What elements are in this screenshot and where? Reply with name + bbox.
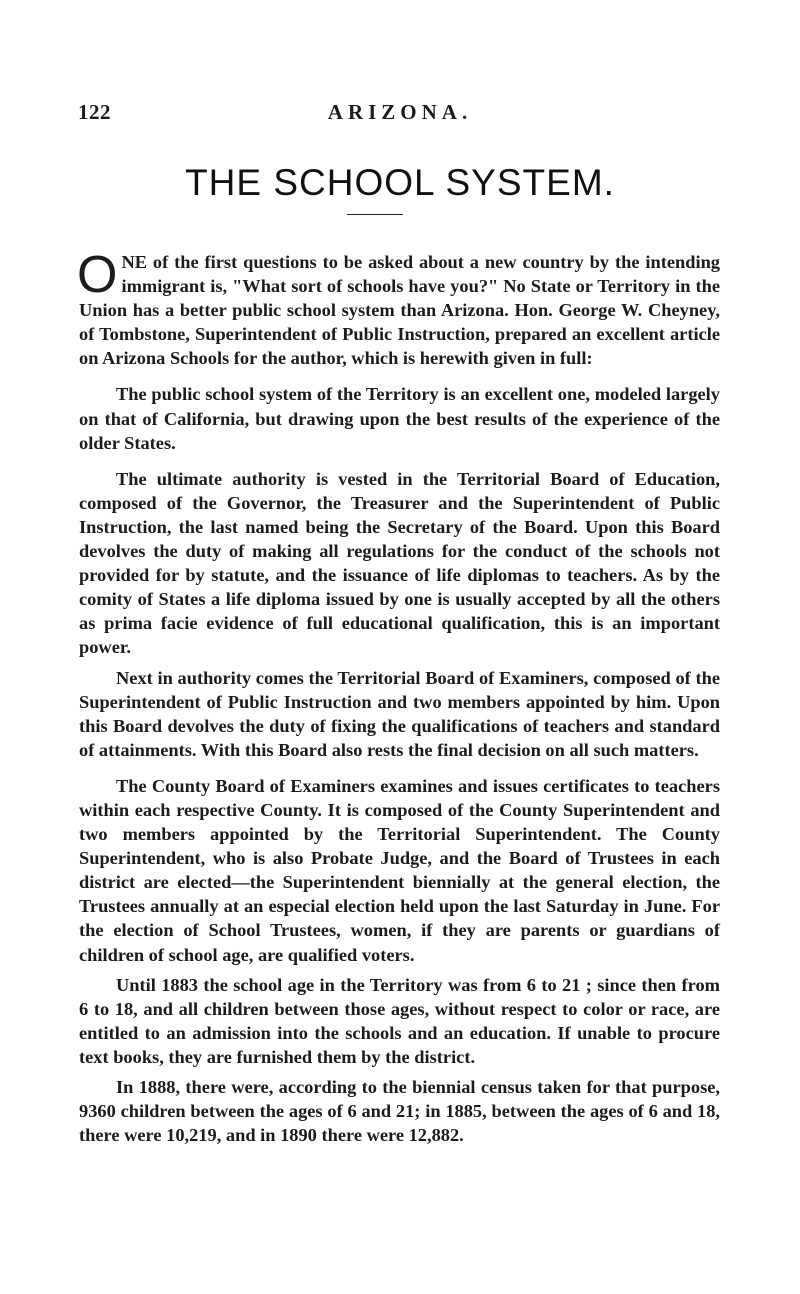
body-text — [77, 246, 720, 1159]
running-title: ARIZONA. — [327, 100, 473, 124]
paragraph-1-text: NE of the first questions to be asked about a new country by the intending immigrant is, "What sort of schools have you?" No State or Territory in the Union has a better public school system than Arizona. Hon. George W. Cheyney, of Tombstone, Superintendent of Public Instruction, prepared an excellent article on Arizona Schools for the author, which is herewith given in full: — [79, 252, 720, 369]
paragraph-7: In 1888, there were, according to the biennial census taken for that purpose, 9360 children between the ages of 6 and 21; in 1885, between the ages of 6 and 18, there were 10,219, and in 1890 there were 12,882. — [79, 1077, 720, 1146]
paragraph-6: Until 1883 the school age in the Territory was from 6 to 21 ; since then from 6 to 18, and all children between those ages, without respect to color or race, are entitled to an admission into the schools and an education. If unable to procure text books, they are furnished them by the district. — [79, 974, 720, 1067]
paragraph-4: Next in authority comes the Territorial Board of Examiners, composed of the Superintendent of Public Instruction and two members appointed by him. Upon this Board devolves the duty of fixing the qualifications of teachers and standard of attainments. With this Board also rests the final decision on all such matters. — [79, 667, 720, 760]
chapter-title: THE SCHOOL SYSTEM. — [185, 162, 615, 203]
drop-cap: O — [77, 246, 118, 304]
page-number: 122 — [78, 100, 111, 124]
running-head — [78, 100, 722, 124]
paragraph-5: The County Board of Examiners examines and issues certificates to teachers within each respective County. It is composed of the County Superintendent and two members appointed by the Territorial Superintendent. The County Superintendent, who is also Probate Judge, and the Board of Trustees in each district are elected—the Superintendent biennially at the general election, the Trustees annually at an especial election held upon the last Saturday in June. For the election of School Trustees, women, if they are parents or guardians of children of school age, are qualified voters. — [79, 775, 720, 965]
paragraph-1 — [77, 246, 720, 370]
paragraph-3: The ultimate authority is vested in the Territorial Board of Education, composed of the Governor, the Treasurer and the Superintendent of Public Instruction, the last named being the Secretary of the Board. Upon this Board devolves the duty of making all regulations for the conduct of the schools not provided for by statute, and the issuance of life diplomas to teachers. As by the comity of States a life diploma issued by one is usually accepted by all the others as prima facie evidence of full educational qualification, this is an important power. — [79, 468, 720, 658]
paragraph-2: The public school system of the Territory is an excellent one, modeled largely on that of California, but drawing upon the best results of the experience of the older States. — [79, 384, 720, 453]
title-rule — [347, 214, 403, 215]
